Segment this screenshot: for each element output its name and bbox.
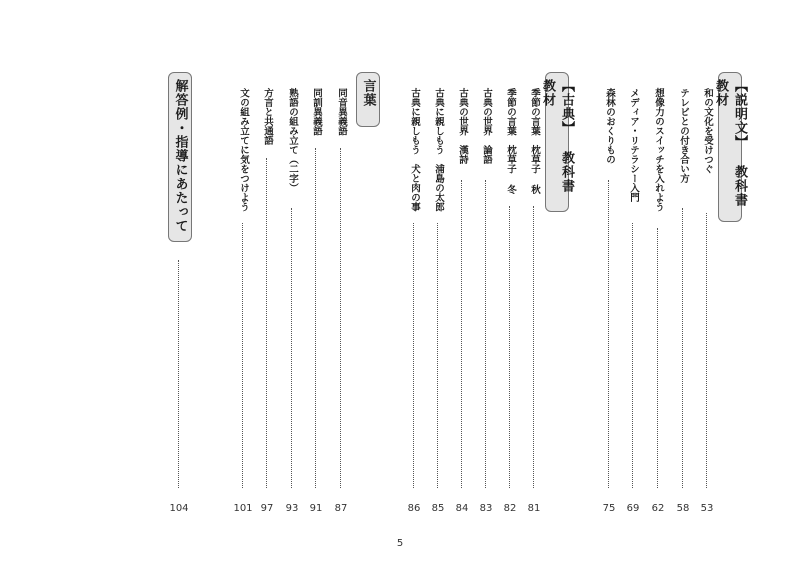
toc-entry-title: 森林のおくりもの <box>604 88 615 164</box>
toc-entry-title: 季節の言葉 枕草子 冬 <box>505 88 516 194</box>
leader-dots <box>340 148 341 488</box>
toc-entry-title: 文の組み立てに気をつけよう <box>238 88 249 212</box>
toc-entry[interactable] <box>407 88 421 488</box>
leader-dots <box>266 158 267 488</box>
toc-entry-title: 方言と共通語 <box>262 88 273 145</box>
toc-entry-title: テレビとの付き合い方 <box>678 88 689 183</box>
leader-dots <box>509 206 510 488</box>
toc-entry[interactable] <box>285 88 299 488</box>
toc-page-number: 93 <box>285 503 299 514</box>
toc-page-number: 62 <box>651 503 665 514</box>
toc-page-number: 58 <box>676 503 690 514</box>
leader-dots <box>437 223 438 488</box>
toc-entry[interactable] <box>236 88 250 488</box>
toc-entry[interactable] <box>602 88 616 488</box>
toc-page-number: 84 <box>455 503 469 514</box>
toc-entry-title: 想像力のスイッチを入れよう <box>653 88 664 212</box>
toc-entry[interactable] <box>455 88 469 488</box>
toc-entry[interactable] <box>527 88 541 488</box>
toc-entry[interactable] <box>676 88 690 488</box>
toc-page-number: 75 <box>602 503 616 514</box>
toc-entry-title: 同音異義語 <box>336 88 347 136</box>
toc-entry-title: 古典に親しもう 犬と肉の事 <box>409 88 420 212</box>
toc-page-number: 104 <box>169 503 189 514</box>
section-heading-koten: 【古典】 教科書教材 <box>545 72 569 212</box>
toc-page-number: 86 <box>407 503 421 514</box>
leader-dots <box>706 213 707 488</box>
toc-page-number: 53 <box>700 503 714 514</box>
section-heading-setsumeibun: 【説明文】 教科書教材 <box>718 72 742 222</box>
toc-entry[interactable] <box>172 88 186 488</box>
toc-page-number: 69 <box>626 503 640 514</box>
leader-dots <box>461 180 462 488</box>
toc-page-number: 91 <box>309 503 323 514</box>
toc-entry[interactable] <box>626 88 640 488</box>
toc-entry[interactable] <box>431 88 445 488</box>
leader-dots <box>632 223 633 488</box>
toc-entry[interactable] <box>479 88 493 488</box>
leader-dots <box>608 180 609 488</box>
toc-page-number: 101 <box>233 503 253 514</box>
toc-entry[interactable] <box>700 88 714 488</box>
leader-dots <box>682 208 683 488</box>
toc-page-number: 82 <box>503 503 517 514</box>
toc-entry-title: メディア・リテラシー入門 <box>628 88 639 202</box>
toc-entry[interactable] <box>503 88 517 488</box>
leader-dots <box>178 260 179 488</box>
leader-dots <box>242 223 243 488</box>
toc-entry-title: 古典の世界 漢詩 <box>457 88 468 164</box>
toc-page-number: 83 <box>479 503 493 514</box>
leader-dots <box>533 206 534 488</box>
toc-page-number: 81 <box>527 503 541 514</box>
toc-entry-title: 和の文化を受けつぐ <box>702 88 713 174</box>
toc-entry-title: 熟語の組み立て（二字） <box>287 88 298 193</box>
toc-entry-title: 古典に親しもう 浦島の太郎 <box>433 88 444 212</box>
section-heading-kotoba: 言葉 <box>356 72 380 127</box>
leader-dots <box>315 148 316 488</box>
toc-entry-title: 古典の世界 論語 <box>481 88 492 164</box>
leader-dots <box>657 228 658 488</box>
toc-page-number: 85 <box>431 503 445 514</box>
page-footer-number: 5 <box>396 538 404 549</box>
toc-page-number: 87 <box>334 503 348 514</box>
section-heading-kaitourei: 解答例・指導にあたって <box>168 72 192 242</box>
toc-entry[interactable] <box>334 88 348 488</box>
toc-page-number: 97 <box>260 503 274 514</box>
toc-entry[interactable] <box>309 88 323 488</box>
toc-entry[interactable] <box>651 88 665 488</box>
leader-dots <box>413 223 414 488</box>
toc-entry-title: 季節の言葉 枕草子 秋 <box>529 88 540 194</box>
toc-entry[interactable] <box>260 88 274 488</box>
leader-dots <box>291 208 292 488</box>
toc-entry-title: 同訓異義語 <box>311 88 322 136</box>
leader-dots <box>485 180 486 488</box>
